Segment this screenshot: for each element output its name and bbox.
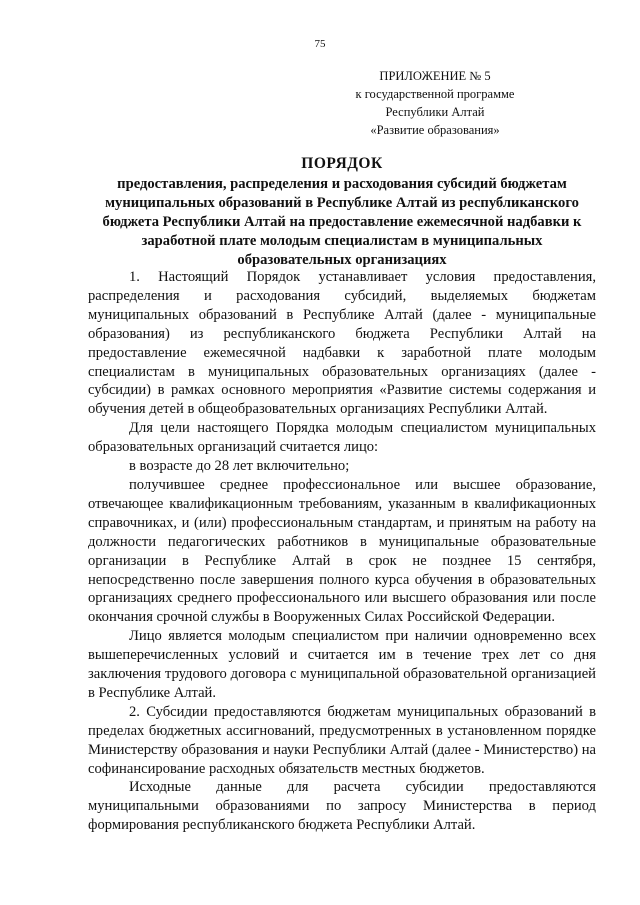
- appendix-line: «Развитие образования»: [370, 123, 500, 137]
- paragraph: 2. Субсидии предоставляются бюджетам муниципальных образований в пределах бюджетных ассигнований, предусмотренных в установленном порядке Министерству образования и науки Республики Алтай (далее - Министерство) на софинансирование расходных обязательств местных бюджетов.: [88, 703, 596, 777]
- paragraph: в возрасте до 28 лет включительно;: [129, 458, 350, 475]
- paragraph: Для цели настоящего Порядка молодым специалистом муниципальных образовательных организаций считается лицо:: [88, 420, 596, 456]
- title-main: ПОРЯДОК: [301, 155, 383, 172]
- document-title: [88, 154, 596, 270]
- paragraph: Лицо является молодым специалистом при наличии одновременно всех вышеперечисленных условий и считается им в течение трех лет со дня заключения трудового договора с муниципальной образовательной организацией в Республике Алтай.: [88, 628, 596, 701]
- appendix-line: ПРИЛОЖЕНИЕ № 5: [379, 69, 491, 83]
- appendix-header: [315, 67, 555, 139]
- paragraph: 1. Настоящий Порядок устанавливает условия предоставления, распределения и расходования субсидий, выделяемых бюджетам муниципальных образований в Республике Алтай (далее - муниципальные образования) из республиканского бюджета Республики Алтай на предоставление ежемесячной надбавки к заработной плате молодым специалистам в муниципальных образовательных организациях (далее - субсидии) в рамках основного мероприятия «Развитие системы содержания и обучения детей в общеобразовательных организациях Республики Алтай.: [88, 269, 596, 418]
- paragraph: получившее среднее профессиональное или высшее образование, отвечающее квалификационным требованиям, указанным в квалификационных справочниках, и (или) профессиональным стандартам, и принятым на работу на должности педагогических работников в муниципальные образовательные организации в Республике Алтай в срок не позднее 15 сентября, непосредственно после завершения полного курса обучения в образовательных организациях среднего профессионального или высшего образования или после окончания срочной службы в Вооруженных Силах Российской Федерации.: [88, 476, 596, 626]
- page-number: 75: [314, 38, 326, 50]
- appendix-line: Республики Алтай: [385, 105, 485, 119]
- paragraph: Исходные данные для расчета субсидии предоставляются муниципальными образованиями по запросу Министерства в период формирования республиканского бюджета Республики Алтай.: [88, 779, 596, 834]
- appendix-line: к государственной программе: [355, 87, 515, 101]
- title-subtitle: предоставления, распределения и расходования субсидий бюджетам муниципальных образований в Республике Алтай из республиканского бюджета Республики Алтай на предоставление ежемесячной надбавки к заработной плате молодым специалистам в муниципальных образовательных организациях: [102, 176, 582, 268]
- document-body: [88, 268, 596, 835]
